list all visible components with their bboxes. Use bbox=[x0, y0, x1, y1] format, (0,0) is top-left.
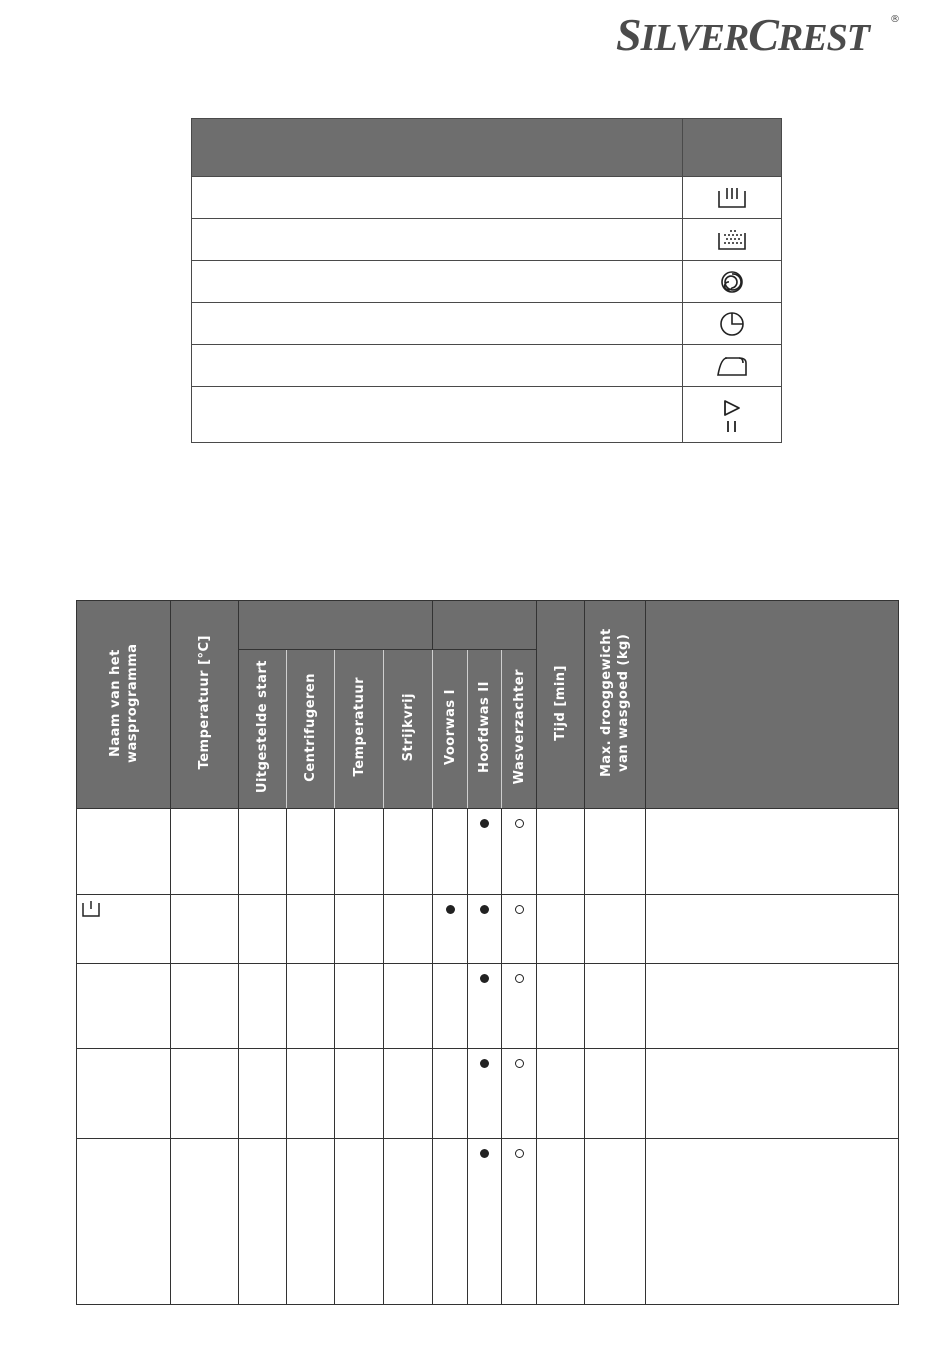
header-temperature-option: Temperatuur bbox=[335, 650, 384, 809]
table-row bbox=[192, 387, 782, 443]
header-temperature: Temperatuur [°C] bbox=[171, 601, 239, 809]
prewash-icon bbox=[81, 899, 101, 919]
icon-legend-table bbox=[191, 118, 782, 443]
header-detergent-group bbox=[433, 601, 537, 650]
timer-icon bbox=[717, 310, 747, 338]
main-wash-filled-dot bbox=[480, 974, 489, 983]
main-wash-icon bbox=[717, 185, 747, 211]
header-spin: Centrifugeren bbox=[287, 650, 335, 809]
softener-open-dot bbox=[515, 819, 524, 828]
header-delayed-start: Uitgestelde start bbox=[239, 650, 287, 809]
brand-logo bbox=[612, 4, 902, 60]
softener-open-dot bbox=[515, 1059, 524, 1068]
main-wash-filled-dot bbox=[480, 1059, 489, 1068]
table-row bbox=[192, 303, 782, 345]
header-options-group bbox=[239, 601, 433, 650]
program-table bbox=[76, 600, 899, 1305]
logo-wordmark: SILVERCREST bbox=[616, 9, 869, 60]
softener-open-dot bbox=[515, 905, 524, 914]
softener-open-dot bbox=[515, 974, 524, 983]
table-row bbox=[77, 809, 899, 895]
table-row bbox=[77, 1139, 899, 1305]
header-softener: Wasverzachter bbox=[502, 650, 537, 809]
table-row bbox=[77, 895, 899, 964]
registered-mark: ® bbox=[890, 14, 900, 25]
rinse-icon bbox=[717, 227, 747, 253]
icon-table-header-symbol bbox=[683, 119, 782, 177]
softener-open-dot bbox=[515, 1149, 524, 1158]
header-main-wash: Hoofdwas II bbox=[468, 650, 502, 809]
icon-table-header-description bbox=[192, 119, 683, 177]
header-prewash: Voorwas I bbox=[433, 650, 468, 809]
header-description bbox=[646, 601, 899, 809]
header-max-load: Max. drooggewicht van wasgoed (kg) bbox=[585, 601, 646, 809]
prewash-filled-dot bbox=[446, 905, 455, 914]
main-wash-filled-dot bbox=[480, 905, 489, 914]
start-pause-icon bbox=[717, 395, 747, 435]
main-wash-filled-dot bbox=[480, 819, 489, 828]
table-row bbox=[192, 219, 782, 261]
header-crease-free: Strijkvrij bbox=[384, 650, 433, 809]
header-program-name: Naam van het wasprogramma bbox=[77, 601, 171, 809]
table-row bbox=[77, 1049, 899, 1139]
table-row bbox=[192, 345, 782, 387]
table-row bbox=[192, 177, 782, 219]
table-row bbox=[77, 964, 899, 1049]
spin-icon bbox=[717, 269, 747, 295]
table-row bbox=[192, 261, 782, 303]
iron-icon bbox=[715, 353, 749, 379]
main-wash-filled-dot bbox=[480, 1149, 489, 1158]
header-time: Tijd [min] bbox=[537, 601, 585, 809]
